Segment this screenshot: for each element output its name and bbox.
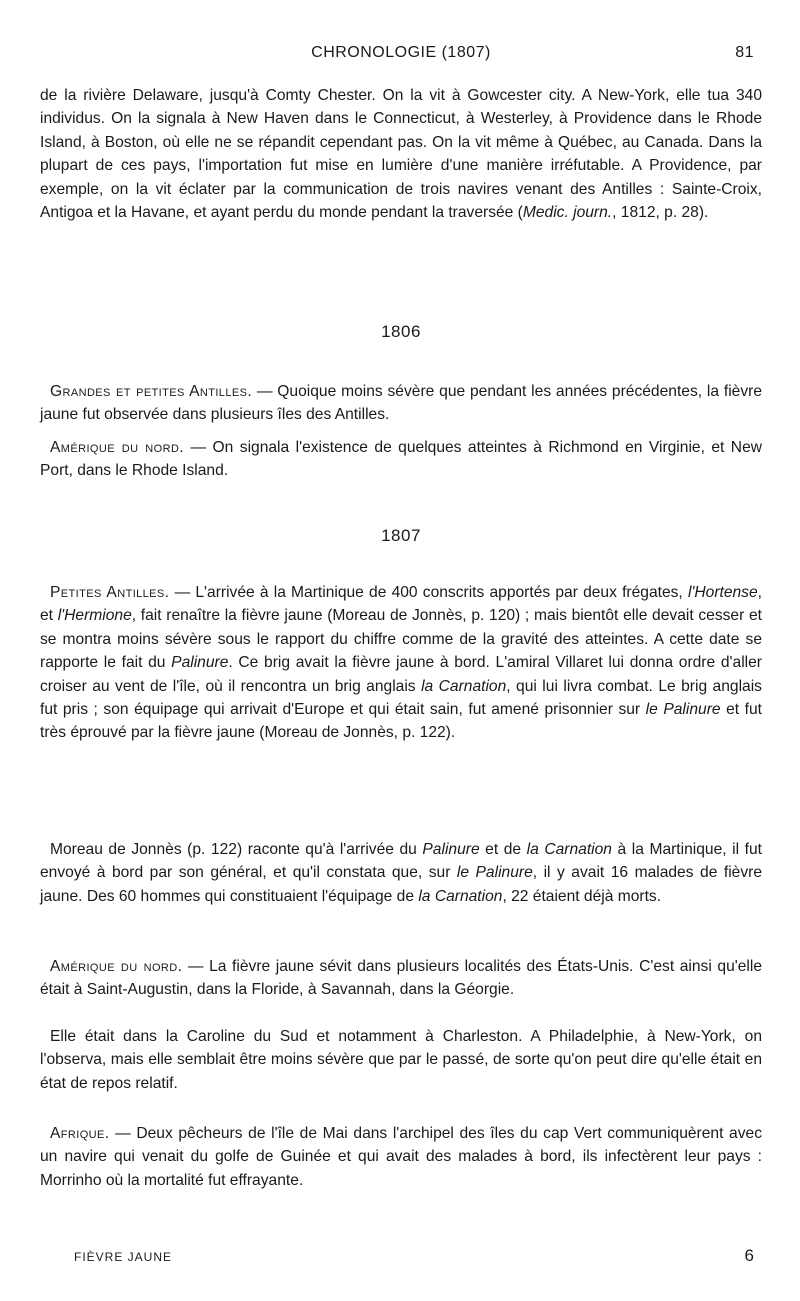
year-heading-1807: 1807 (381, 526, 421, 545)
section-text: à la Martinique, il fut envoyé à bord par son général, et qu'il constata que, sur (40, 841, 762, 882)
ship-name: Palinure (171, 654, 229, 672)
section-text: , qui lui livra combat. Le brig anglais fut pris ; son équipage qui arrivait d'Europe et qui était sain, fut amené prisonnier sur (40, 677, 762, 719)
section-text: — Quoique moins sévère que pendant les années précédentes, la fièvre jaune fut observée dans plusieurs îles des Antilles. (40, 383, 763, 424)
ship-name: la Carnation (421, 677, 507, 695)
citation-rest: , 1812, p. 28). (612, 204, 709, 222)
citation-title: Medic. journ. (522, 204, 613, 222)
ship-name: l'Hortense (687, 584, 758, 601)
section-text: Elle était dans la Caroline du Sud et notamment à Charleston. A Philadelphie, à New-York, on l'observa, mais elle semblait être moins sévère que par le passé, de sorte qu'on peut dire qu'elle était en état de repos relatif. (40, 1028, 762, 1092)
section-1807-antilles (40, 581, 762, 745)
intro-paragraph (40, 84, 762, 224)
book-page (40, 0, 762, 1301)
section-text: — On signala l'existence de quelques atteintes à Richmond en Virginie, et New Port, dans le Rhode Island. (40, 439, 762, 480)
section-text: . Ce brig avait la fièvre jaune à bord. L'amiral Villaret lui donna ordre d'aller croiser au vent de l'île, où il rencontra un brig anglais (40, 654, 762, 695)
section-text: — Deux pêcheurs de l'île de Mai dans l'archipel des îles du cap Vert communiquèrent avec un navire qui venait du golfe de Guinée et qui avait des malades à bord, ils infectèrent leur pays : Morrinho où la mortalité fut effrayante. (40, 1125, 762, 1189)
ship-name: Palinure (422, 841, 480, 858)
section-1807-amerique (40, 955, 762, 1002)
section-text: — L'arrivée à la Martinique de 400 conscrits apportés par deux frégates, (169, 584, 688, 601)
section-1806-amerique (40, 436, 762, 483)
ship-name: le Palinure (645, 701, 721, 719)
section-text: et fut très éprouvé par la fièvre jaune (Moreau de Jonnès, p. 122). (40, 701, 762, 742)
section-1806-antilles (40, 380, 762, 427)
section-text: et de (479, 841, 527, 858)
section-1807-amerique-cont (40, 1025, 762, 1095)
section-text: , et (40, 584, 762, 625)
ship-name: la Carnation (526, 841, 612, 858)
ship-name: l'Hermione (57, 607, 132, 625)
section-heading: Amérique du nord. (50, 958, 183, 975)
running-title: CHRONOLOGIE (1807) (311, 44, 491, 61)
ship-name: la Carnation (418, 887, 503, 905)
running-head (40, 44, 762, 66)
section-heading: Petites Antilles. (50, 584, 170, 601)
sheet-number: 6 (744, 1246, 754, 1265)
ship-name: le Palinure (456, 864, 533, 882)
section-text: , il y avait 16 malades de fièvre jaune. Des 60 hommes qui constituaient l'équipage de (40, 864, 762, 905)
section-text: Moreau de Jonnès (p. 122) raconte qu'à l'arrivée du (50, 841, 423, 858)
section-1807-antilles-cont (40, 838, 762, 908)
page-number: 81 (735, 44, 754, 61)
section-1807-afrique (40, 1122, 762, 1192)
section-text: — La fièvre jaune sévit dans plusieurs localités des États-Unis. C'est ainsi qu'elle était à Saint-Augustin, dans la Floride, à Savannah, dans la Géorgie. (40, 958, 763, 999)
section-heading: Grandes et petites Antilles. (50, 383, 253, 400)
section-text: , 22 étaient déjà morts. (502, 887, 662, 905)
section-text: , fait renaître la fièvre jaune (Moreau de Jonnès, p. 120) ; mais bientôt elle devait cesser et se montra moins sévère sous le rapport du chiffre comme de la gravité des atteintes. A cette date se rapporte le fait du (40, 607, 762, 672)
intro-text: de la rivière Delaware, jusqu'à Comty Chester. On la vit à Gowcester city. A New-York, elle tua 340 individus. On la signala à New Haven dans le Connecticut, à Westerley, à Providence dans le Rhode Island, à Boston, où elle ne se répandit cependant pas. On la vit même à Québec, au Canada. Dans la plupart de ces pays, l'importation fut mise en lumière d'une manière irréfutable. A Providence, par exemple, on la vit éclater par la communication de trois navires venant des Antilles : Sainte-Croix, Antigoa et la Havane, et ayant perdu du monde pendant la traversée ( (40, 87, 762, 222)
section-heading: Afrique. (50, 1125, 110, 1142)
year-heading-1806: 1806 (381, 322, 421, 341)
signature-mark: FIÈVRE JAUNE (74, 1250, 173, 1264)
section-heading: Amérique du nord. (50, 439, 185, 456)
